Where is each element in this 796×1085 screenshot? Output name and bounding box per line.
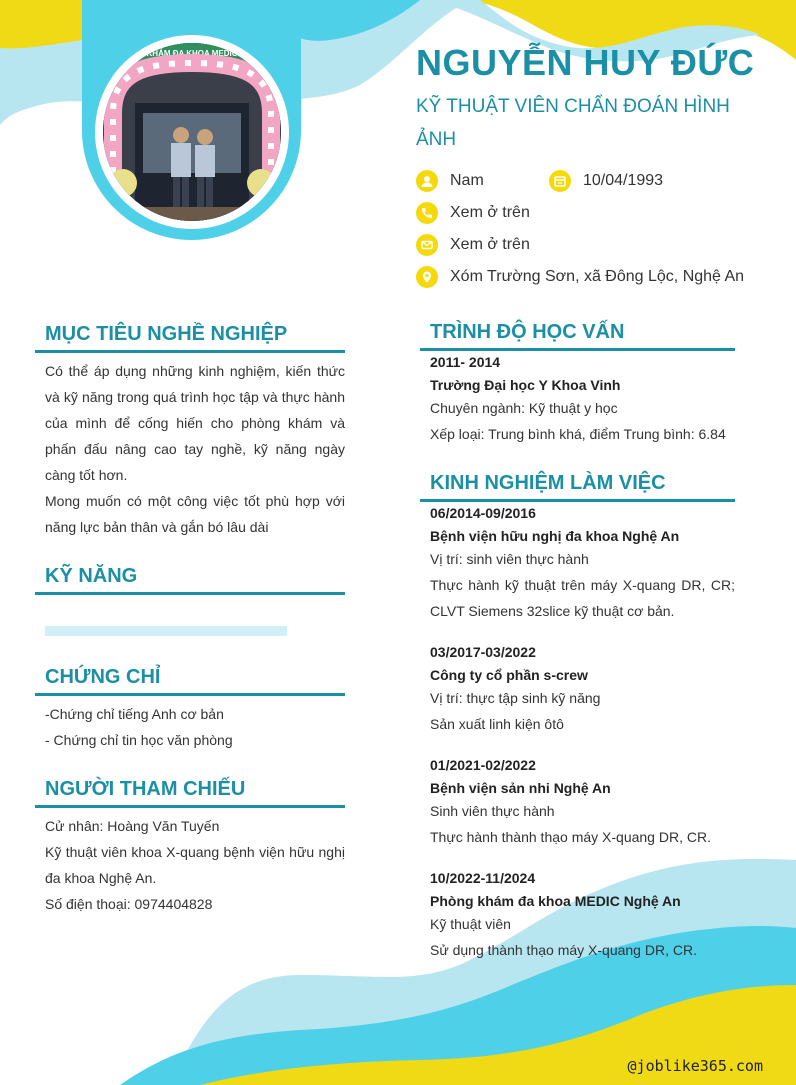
entry-organization: Trường Đại học Y Khoa Vinh <box>430 377 621 393</box>
info-phone <box>416 202 530 224</box>
phone-value: Xem ở trên <box>450 204 530 221</box>
birthday-value: 10/04/1993 <box>583 172 664 189</box>
career-objective-text <box>45 358 345 540</box>
user-icon <box>416 170 438 192</box>
address-value: Xóm Trường Sơn, xã Đông Lộc, Nghệ An <box>450 268 745 285</box>
info-gender <box>416 170 484 192</box>
certificates-heading: CHỨNG CHỈ <box>35 666 345 696</box>
profile-photo <box>103 43 281 221</box>
references-text <box>45 813 345 917</box>
watermark: @joblike365.com <box>627 1057 763 1075</box>
experience-heading: KINH NGHIỆM LÀM VIỆC <box>420 472 735 502</box>
experience-entry <box>430 869 735 963</box>
reference-line: Cử nhân: Hoàng Văn Tuyến <box>45 818 220 834</box>
objective-paragraph: Mong muốn có một công việc tốt phù hợp với năng lực bản thân và gắn bó lâu dài <box>45 493 345 535</box>
experience-entry <box>430 504 735 624</box>
entry-detail: Sản xuất linh kiện ôtô <box>430 716 564 732</box>
entry-period: 2011- 2014 <box>430 354 501 370</box>
job-title: KỸ THUẬT VIÊN CHẨN ĐOÁN HÌNH ẢNH <box>416 96 730 150</box>
career-objective-heading: MỤC TIÊU NGHỀ NGHIỆP <box>35 323 345 353</box>
location-icon <box>416 266 438 288</box>
reference-line: Số điện thoại: 0974404828 <box>45 896 213 912</box>
entry-detail: Sử dụng thành thạo máy X-quang DR, CR. <box>430 942 697 958</box>
info-email <box>416 234 530 256</box>
entry-detail: Thực hành thành thạo máy X-quang DR, CR. <box>430 829 711 845</box>
entry-organization: Bệnh viện sản nhi Nghệ An <box>430 780 611 796</box>
entry-detail: Vị trí: sinh viên thực hành <box>430 551 589 567</box>
skills-heading: KỸ NĂNG <box>35 565 345 595</box>
entry-organization: Công ty cổ phần s-crew <box>430 667 588 683</box>
phone-icon <box>416 202 438 224</box>
entry-period: 10/2022-11/2024 <box>430 870 536 886</box>
entry-organization: Bệnh viện hữu nghị đa khoa Nghệ An <box>430 528 680 544</box>
gender-value: Nam <box>450 172 484 189</box>
reference-line: Kỹ thuật viên khoa X-quang bệnh viện hữu nghị đa khoa Nghệ An. <box>45 844 345 886</box>
objective-paragraph: Có thể áp dụng những kinh nghiệm, kiến thức và kỹ năng trong quá trình học tập và thực hành của mình để cống hiến cho phòng khám và phấn đấu nâng cao tay nghề, kỹ năng ngày càng tốt hơn. <box>45 363 345 483</box>
photo-sign-text: KHÁM ĐA KHOA MEDIC <box>146 49 238 58</box>
experience-entry <box>430 756 735 850</box>
experience-entry <box>430 643 735 737</box>
info-address <box>416 266 744 288</box>
entry-detail: Vị trí: thực tập sinh kỹ năng <box>430 690 601 706</box>
entry-detail: Kỹ thuật viên <box>430 916 511 932</box>
entry-detail: Xếp loại: Trung bình khá, điểm Trung bình: 6.84 <box>430 426 726 442</box>
email-value: Xem ở trên <box>450 236 530 253</box>
certificates-list <box>45 701 345 753</box>
candidate-name: NGUYỄN HUY ĐỨC <box>416 42 755 83</box>
entry-period: 06/2014-09/2016 <box>430 505 536 521</box>
entry-period: 03/2017-03/2022 <box>430 644 536 660</box>
info-birthday <box>549 170 663 192</box>
entry-detail: Thực hành kỹ thuật trên máy X-quang DR, CR; CLVT Siemens 32slice kỹ thuật cơ bản. <box>430 577 735 619</box>
certificate-item: - Chứng chỉ tin học văn phòng <box>45 732 233 748</box>
certificate-item: -Chứng chỉ tiếng Anh cơ bản <box>45 706 224 722</box>
references-heading: NGƯỜI THAM CHIẾU <box>35 778 345 808</box>
calendar-icon <box>549 170 571 192</box>
education-entry <box>430 353 735 447</box>
education-heading: TRÌNH ĐỘ HỌC VẤN <box>420 321 735 351</box>
skill-bar <box>45 626 287 636</box>
entry-period: 01/2021-02/2022 <box>430 757 536 773</box>
entry-detail: Sinh viên thực hành <box>430 803 555 819</box>
entry-organization: Phòng khám đa khoa MEDIC Nghệ An <box>430 893 681 909</box>
mail-icon <box>416 234 438 256</box>
entry-detail: Chuyên ngành: Kỹ thuật y học <box>430 400 618 416</box>
